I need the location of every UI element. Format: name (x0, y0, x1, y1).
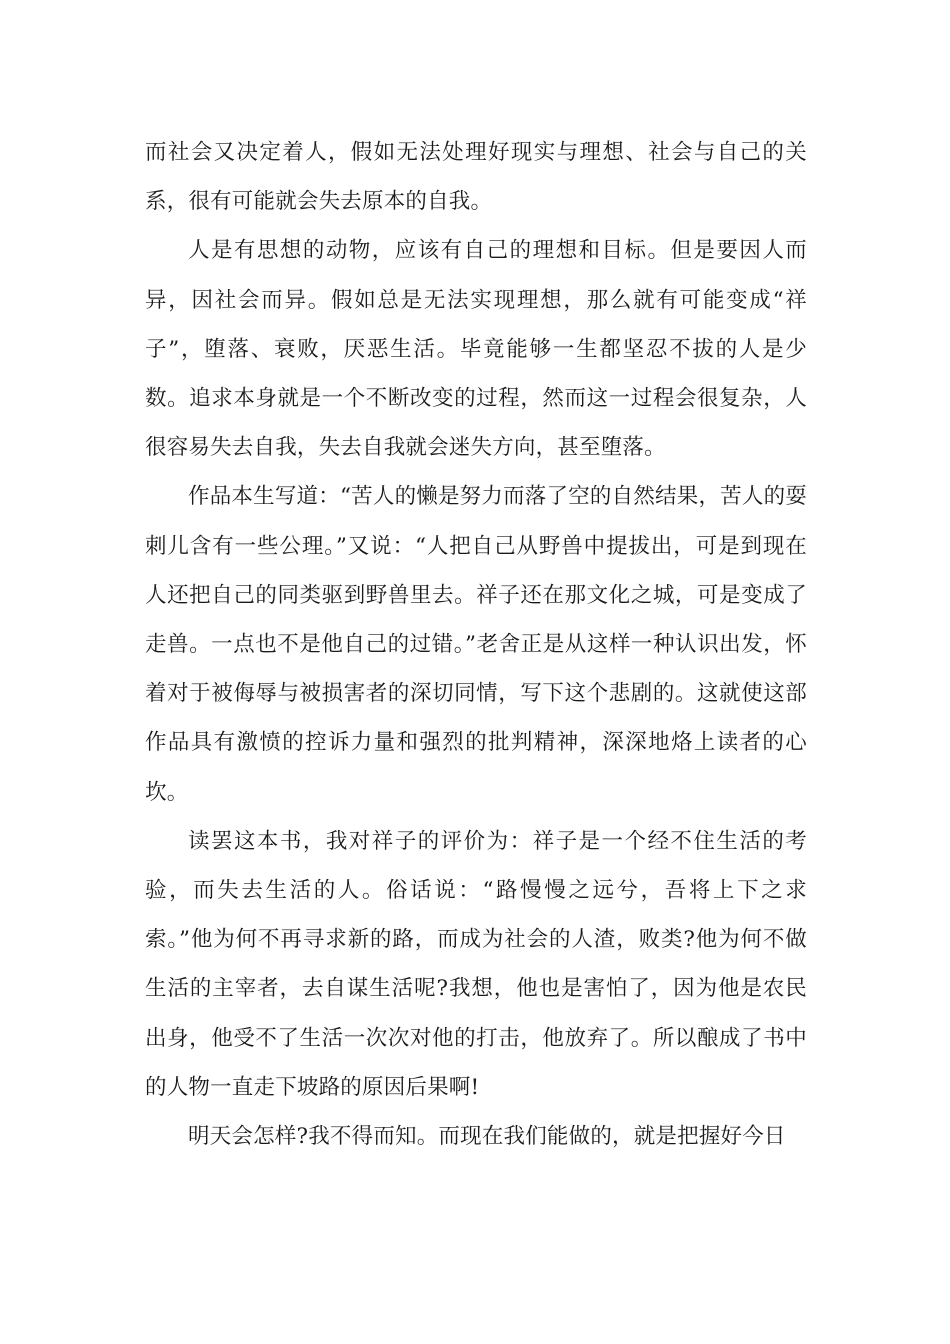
paragraph: 明天会怎样?我不得而知。而现在我们能做的，就是把握好今日 (188, 1124, 786, 1150)
paragraph: 作品本生写道：“苦人的懒是努力而落了空的自然结果，苦人的耍刺儿含有一些公理。”又说：“人把自己从野兽中提拔出，可是到现在人还把自己的同类驱到野兽里去。祥子还在那文化之城，可是变成了走兽。一点也不是他自己的过错。”老舍正是从这样一种认识出发，怀着对于被侮辱与被损害者的深切同情，写下这个悲剧的。这就使这部作品具有激愤的控诉力量和强烈的批判精神，深深地烙上读者的心坎。 (145, 484, 807, 805)
paragraph-continuation: 而社会又决定着人，假如无法处理好现实与理想、社会与自己的关系，很有可能就会失去原本的自我。 (145, 140, 807, 215)
paragraph: 读罢这本书，我对祥子的评价为：祥子是一个经不住生活的考验，而失去生活的人。俗话说：“路慢慢之远兮，吾将上下之求索。”他为何不再寻求新的路，而成为社会的人渣，败类?他为何不做生活的主宰者，去自谋生活呢?我想，他也是害怕了，因为他是农民出身，他受不了生活一次次对他的打击，他放弃了。所以酿成了书中的人物一直走下坡路的原因后果啊! (145, 828, 807, 1100)
paragraph: 人是有思想的动物，应该有自己的理想和目标。但是要因人而异，因社会而异。假如总是无法实现理想，那么就有可能变成“祥子”，堕落、衰败，厌恶生活。毕竟能够一生都坚忍不拔的人是少数。追求本身就是一个不断改变的过程，然而这一过程会很复杂，人很容易失去自我，失去自我就会迷失方向，甚至堕落。 (145, 238, 807, 461)
document-body (145, 128, 807, 1161)
